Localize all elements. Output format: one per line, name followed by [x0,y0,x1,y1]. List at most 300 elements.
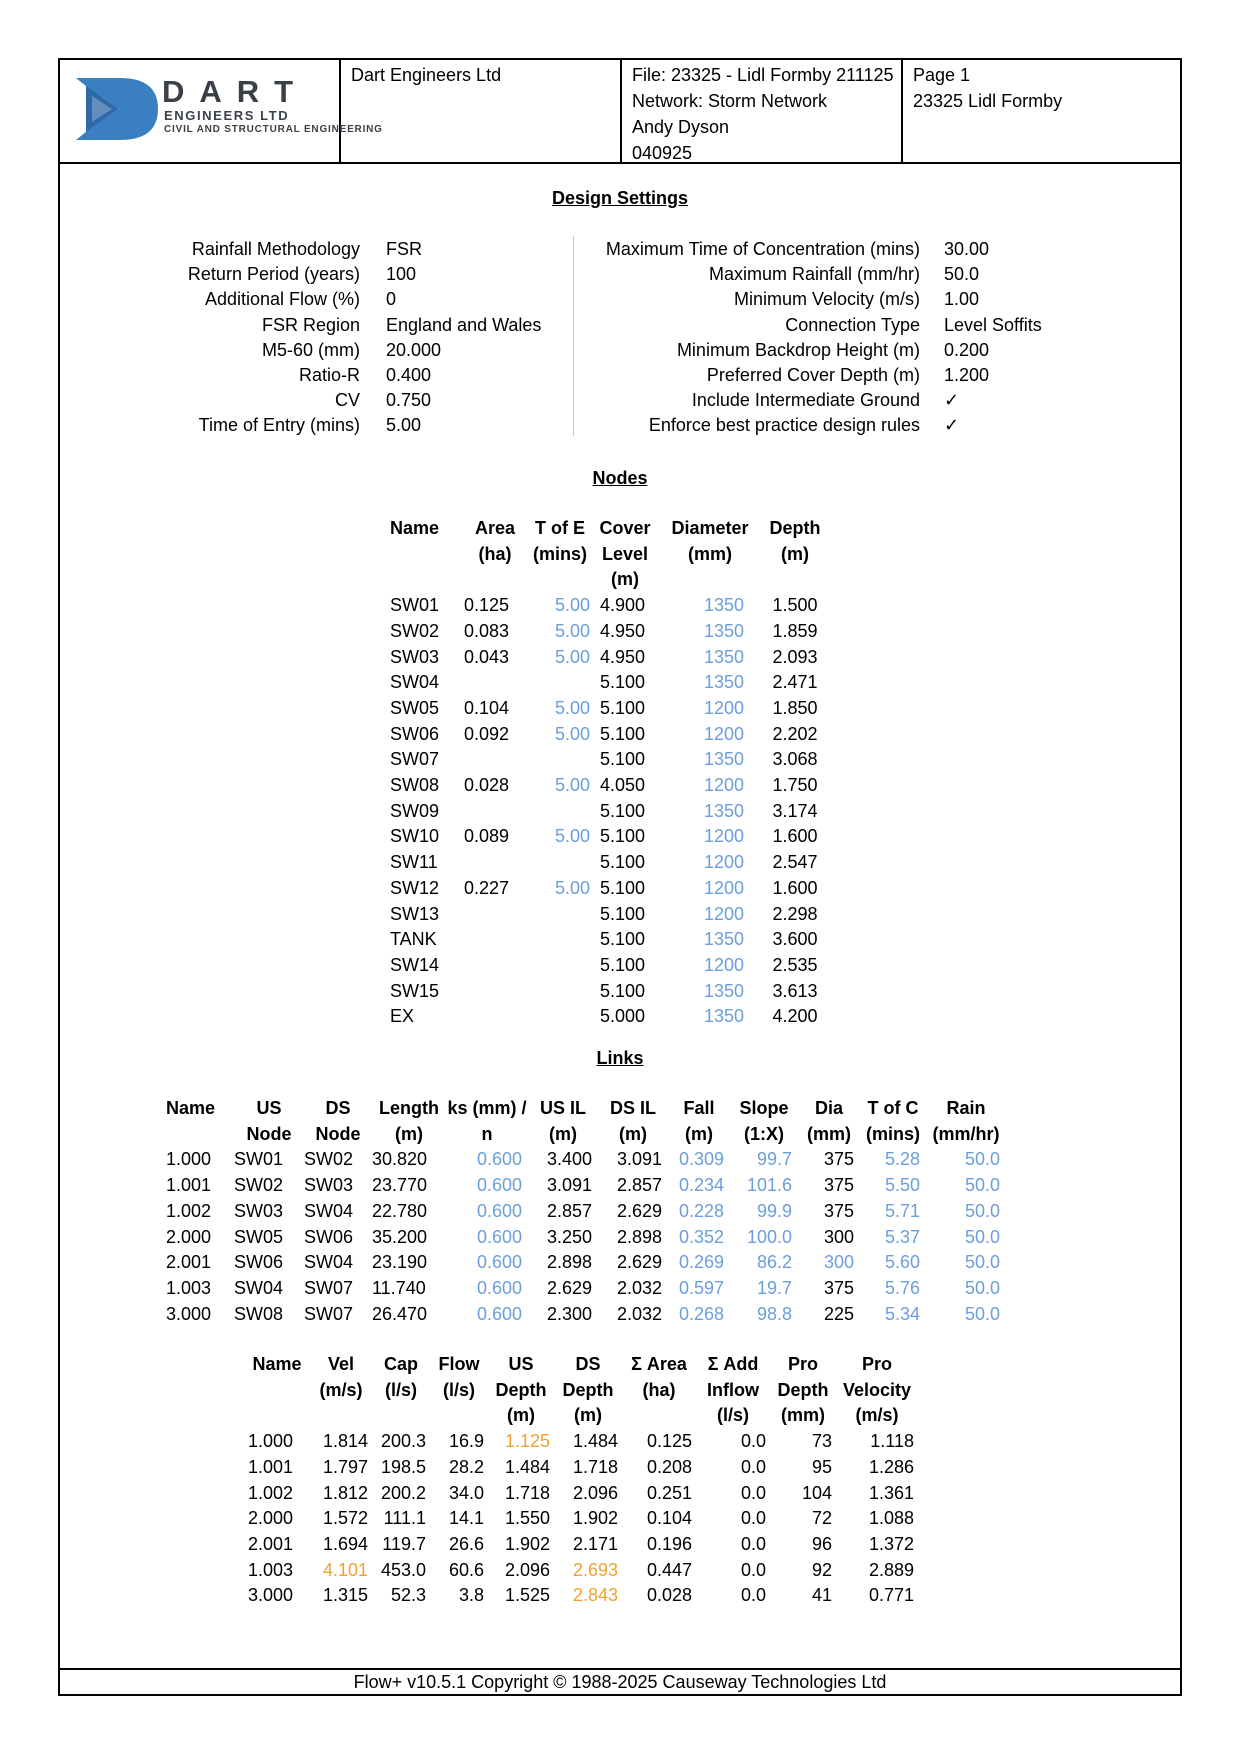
node-cell [460,953,530,979]
flow-cell: 52.3 [390,1585,426,1606]
column-header: Depth (m) [769,518,821,564]
link-cell: 1.002 [166,1200,212,1221]
page-number: Page 1 [913,65,971,85]
link-cell: 0.352 [678,1226,724,1247]
node-cell: 1.500 [772,595,818,616]
node-cell [530,953,590,979]
flow-cell: 0.0 [740,1456,766,1477]
link-cell: 2.032 [616,1277,662,1298]
column-header: Pro Velocity (m/s) [842,1354,912,1426]
node-cell: 1350 [703,929,744,950]
link-cell: SW07 [304,1277,354,1298]
nodes-title: Nodes [592,468,648,488]
link-cell: 99.9 [756,1200,792,1221]
logo-subtitle: ENGINEERS LTD [164,108,290,123]
node-cell: 4.050 [600,775,646,796]
setting-row-right [60,387,1180,413]
link-cell: SW03 [234,1200,284,1221]
flow-cell: 0.251 [646,1482,692,1503]
node-cell: 0.083 [464,620,510,641]
node-cell: 5.00 [554,826,590,847]
flow-cell: 2.843 [572,1585,618,1606]
setting-value: 5.00 [386,415,422,436]
link-cell: 2.857 [616,1175,662,1196]
node-cell: 2.471 [772,672,818,693]
flow-cell: 41 [811,1585,832,1606]
node-cell [530,979,590,1005]
page-footer: Flow+ v10.5.1 Copyright © 1988-2025 Causeway Technologies Ltd [60,1668,1180,1694]
link-cell: 3.091 [546,1175,592,1196]
node-cell [460,1004,530,1030]
node-row [390,953,830,979]
node-cell [530,747,590,773]
flow-cell: 2.171 [572,1533,618,1554]
flow-cell: 1.814 [322,1431,368,1452]
flow-cell: 0.0 [740,1482,766,1503]
node-row [390,1004,830,1030]
setting-value: 50.0 [944,264,980,285]
node-row [390,593,830,619]
node-cell: 5.100 [600,672,646,693]
column-header: T of C (mins) [866,1098,920,1144]
link-cell: 0.600 [476,1200,522,1221]
link-cell: 5.50 [884,1175,920,1196]
link-cell: 3.091 [616,1149,662,1170]
setting-label: FSR Region [261,314,360,335]
flows-table [244,1352,918,1609]
node-cell: 0.028 [464,775,510,796]
node-cell: 5.100 [600,980,646,1001]
link-cell: 5.37 [884,1226,920,1247]
node-cell: 1350 [703,1006,744,1027]
node-cell: 5.00 [554,595,590,616]
node-cell: 1.600 [772,877,818,898]
link-cell: 0.228 [678,1200,724,1221]
link-cell: 0.600 [476,1149,522,1170]
setting-label: Return Period (years) [187,264,360,285]
flow-cell: 200.3 [380,1431,426,1452]
node-cell: 1200 [703,826,744,847]
project-name: 23325 Lidl Formby [913,91,1063,111]
setting-value: 0 [386,289,397,310]
setting-value: 0.400 [386,365,432,385]
flow-cell: 4.101 [322,1559,368,1580]
node-cell: 1350 [703,980,744,1001]
node-cell: 0.043 [464,646,510,667]
setting-label: M5-60 (mm) [262,339,360,360]
node-cell: 3.068 [772,749,818,770]
node-cell: 2.298 [772,903,818,924]
node-cell: 5.00 [554,697,590,718]
link-cell: SW01 [234,1149,284,1170]
node-cell: 5.100 [600,877,646,898]
company-name: Dart Engineers Ltd [351,65,502,85]
node-cell: 5.100 [600,852,646,873]
node-cell: 1350 [703,672,744,693]
node-cell: 4.900 [600,595,646,616]
column-header: DS Depth (m) [562,1354,614,1426]
header-row [244,1352,918,1429]
setting-value: 100 [386,264,417,285]
setting-value: FSR [386,239,422,259]
node-cell: 4.950 [600,620,646,641]
flow-cell: 1.902 [504,1533,550,1554]
node-cell: 1200 [703,903,744,924]
node-cell [530,670,590,696]
flow-cell: 28.2 [448,1456,484,1477]
flow-cell: 0.125 [646,1431,692,1452]
link-cell: 5.60 [884,1252,920,1273]
node-cell: 1350 [703,595,744,616]
link-cell: 0.600 [476,1252,522,1273]
setting-label: Time of Entry (mins) [198,415,360,436]
link-cell: 2.857 [546,1200,592,1221]
column-header: Σ Add Inflow (l/s) [707,1354,759,1426]
node-cell: 3.174 [772,800,818,821]
node-cell: 5.000 [600,1006,646,1027]
link-cell: 1.003 [166,1277,212,1298]
flow-cell: 200.2 [380,1482,426,1503]
link-cell: 50.0 [964,1277,1000,1298]
setting-label: Enforce best practice design rules [648,415,920,436]
node-cell: SW14 [390,954,440,975]
flow-cell: 1.001 [248,1456,294,1477]
setting-row-right [60,312,1180,338]
link-cell: 300 [823,1252,854,1273]
node-cell: 1350 [703,646,744,667]
node-cell [460,902,530,928]
network-line: Network: Storm Network [632,91,828,111]
link-cell: 225 [823,1303,854,1324]
flow-cell: 1.797 [322,1456,368,1477]
link-cell: 19.7 [756,1277,792,1298]
company-cell [341,60,622,162]
column-header: US IL (m) [539,1098,586,1144]
link-cell: 0.600 [476,1175,522,1196]
flow-cell: 2.096 [572,1482,618,1503]
column-header: Name [166,1098,216,1118]
setting-row-right [60,286,1180,312]
link-cell: 50.0 [964,1252,1000,1273]
flow-cell: 198.5 [380,1456,426,1477]
link-cell: SW04 [234,1277,284,1298]
flow-cell: 0.0 [740,1559,766,1580]
node-cell: 1.850 [772,697,818,718]
node-cell: 5.100 [600,903,646,924]
setting-value: 30.00 [944,239,990,259]
link-row [166,1276,1006,1302]
link-cell: 0.234 [678,1175,724,1196]
setting-value: 20.000 [386,339,442,360]
flow-cell: 1.002 [248,1482,294,1503]
link-cell: 300 [823,1226,854,1247]
link-cell: 2.629 [616,1200,662,1221]
setting-row-right [60,337,1180,363]
link-cell: 0.309 [678,1149,724,1170]
setting-value: ✓ [944,415,960,436]
column-header: Flow (l/s) [438,1354,480,1400]
node-row [390,799,830,825]
link-cell: 2.000 [166,1226,212,1247]
link-row [166,1250,1006,1276]
node-cell [530,850,590,876]
flow-row [244,1558,918,1584]
node-cell: SW12 [390,877,440,898]
node-cell: 4.950 [600,646,646,667]
link-cell: 5.34 [884,1303,920,1324]
link-cell: SW03 [304,1175,354,1196]
flow-cell: 0.0 [740,1431,766,1452]
link-cell: 1.000 [166,1149,212,1170]
link-cell: SW06 [234,1252,284,1273]
file-info-cell [622,60,903,162]
node-cell [530,799,590,825]
flow-cell: 1.718 [572,1456,618,1477]
column-header: Dia (mm) [807,1098,851,1144]
link-cell: 5.76 [884,1277,920,1298]
node-cell [460,850,530,876]
dart-logo-icon [74,74,160,144]
link-cell: SW02 [304,1149,354,1170]
flow-cell: 1.118 [870,1431,914,1452]
flow-row [244,1532,918,1558]
setting-value: England and Wales [386,314,542,335]
links-title: Links [596,1048,644,1068]
flow-cell: 1.484 [504,1456,550,1477]
column-header: Name [252,1354,302,1374]
flow-cell: 1.550 [504,1508,550,1529]
link-cell: 30.820 [372,1149,428,1170]
node-cell: TANK [390,929,437,950]
link-cell: 50.0 [964,1303,1000,1324]
link-row [166,1302,1006,1328]
link-cell: 50.0 [964,1149,1000,1170]
flow-cell: 1.125 [504,1431,550,1452]
node-cell [460,979,530,1005]
setting-value: 1.00 [944,289,980,310]
column-header: Pro Depth (mm) [777,1354,829,1426]
header-row [390,516,830,593]
column-header: Rain (mm/hr) [932,1098,1000,1144]
node-row [390,670,830,696]
flow-cell: 92 [811,1559,832,1580]
node-cell: 5.00 [554,646,590,667]
node-cell: SW11 [390,852,438,873]
link-cell: 2.898 [546,1252,592,1273]
node-cell: 1200 [703,723,744,744]
node-cell [460,799,530,825]
node-row [390,824,830,850]
flow-cell: 2.693 [572,1559,618,1580]
column-header: Slope (1:X) [739,1098,789,1144]
node-cell: 5.00 [554,620,590,641]
node-cell: 1350 [703,620,744,641]
flow-cell: 2.096 [504,1559,550,1580]
column-header: T of E (mins) [533,518,587,564]
link-cell: 2.898 [616,1226,662,1247]
flow-row [244,1455,918,1481]
setting-label: Minimum Backdrop Height (m) [676,339,920,360]
link-cell: 0.268 [678,1303,724,1324]
setting-value: 1.200 [944,365,990,385]
link-cell: 26.470 [372,1303,428,1324]
link-row [166,1225,1006,1251]
flow-cell: 111.1 [383,1508,426,1529]
setting-label: Rainfall Methodology [191,239,360,259]
flow-cell: 0.104 [646,1508,692,1529]
flow-cell: 26.6 [448,1533,484,1554]
node-row [390,850,830,876]
node-row [390,902,830,928]
node-cell: SW09 [390,800,440,821]
flow-cell: 3.8 [458,1585,484,1606]
link-cell: 23.190 [372,1252,428,1273]
design-settings-title: Design Settings [551,188,689,208]
node-cell: 2.093 [772,646,818,667]
flow-cell: 2.000 [248,1508,294,1529]
node-row [390,722,830,748]
flow-cell: 1.088 [868,1508,914,1529]
node-cell: 0.227 [464,877,510,898]
node-cell: 0.089 [464,826,510,847]
column-header: Name [390,518,440,538]
node-cell: 1200 [703,954,744,975]
node-cell: 2.202 [772,723,818,744]
flow-cell: 1.718 [504,1482,550,1503]
setting-label: Maximum Time of Concentration (mins) [605,239,920,259]
node-row [390,927,830,953]
flow-cell: 1.484 [572,1431,618,1452]
node-cell: 5.100 [600,800,646,821]
setting-value: 0.200 [944,339,990,360]
flow-cell: 0.208 [646,1456,692,1477]
node-row [390,645,830,671]
link-cell: 2.300 [546,1303,592,1324]
column-header: Area (ha) [474,518,516,564]
column-header: Fall (m) [683,1098,715,1144]
node-cell: SW01 [390,595,440,616]
link-cell: 5.71 [884,1200,920,1221]
link-cell: 375 [823,1200,854,1221]
node-cell [530,927,590,953]
flow-cell: 95 [811,1456,832,1477]
link-cell: SW04 [304,1200,354,1221]
node-cell: SW04 [390,672,440,693]
link-cell: 98.8 [756,1303,792,1324]
flow-cell: 1.812 [322,1482,368,1503]
link-row [166,1147,1006,1173]
setting-value: ✓ [944,390,960,411]
link-cell: 1.001 [166,1175,212,1196]
link-cell: 0.269 [678,1252,724,1273]
node-cell: 5.100 [600,749,646,770]
flow-cell: 1.572 [322,1508,368,1529]
link-cell: 375 [823,1277,854,1298]
link-cell: 375 [823,1175,854,1196]
flow-cell: 16.9 [448,1431,484,1452]
nodes-table [390,516,830,1030]
node-cell [530,1004,590,1030]
node-cell: 2.535 [772,954,818,975]
flow-cell: 0.447 [646,1559,692,1580]
node-cell: SW07 [390,749,440,770]
node-cell: 1.859 [772,620,818,641]
flow-cell: 0.196 [646,1533,692,1554]
header-row [166,1096,1006,1147]
column-header: Σ Area (ha) [631,1354,687,1400]
flow-cell: 0.0 [740,1585,766,1606]
node-cell: 1.600 [772,826,818,847]
node-cell: SW10 [390,826,440,847]
flow-cell: 34.0 [448,1482,484,1503]
date-code: 040925 [632,143,693,163]
link-cell: 86.2 [756,1252,792,1273]
flow-cell: 104 [801,1482,832,1503]
link-cell: 0.597 [678,1277,724,1298]
link-cell: 50.0 [964,1200,1000,1221]
flow-cell: 73 [811,1431,832,1452]
flow-cell: 2.001 [248,1533,294,1554]
column-header: Length (m) [379,1098,439,1144]
link-cell: 2.629 [546,1277,592,1298]
logo-cell [60,60,383,162]
flow-cell: 1.525 [504,1585,550,1606]
setting-row-right [60,362,1180,388]
links-table [166,1096,1006,1327]
node-cell: 1200 [703,877,744,898]
file-line: File: 23325 - Lidl Formby 211125 [632,65,894,85]
node-row [390,747,830,773]
node-cell: 1200 [703,775,744,796]
link-cell: 2.629 [616,1252,662,1273]
setting-row-right [60,261,1180,287]
page-info-cell [903,60,1182,162]
link-cell: 0.600 [476,1303,522,1324]
flow-cell: 3.000 [248,1585,294,1606]
setting-label: Include Intermediate Ground [691,390,920,411]
flow-cell: 1.902 [572,1508,618,1529]
setting-row-right [60,236,1180,262]
node-cell: SW15 [390,980,440,1001]
link-cell: SW02 [234,1175,284,1196]
node-row [390,696,830,722]
page-frame [58,58,1182,1696]
link-cell: 0.600 [476,1277,522,1298]
link-cell: 375 [823,1149,854,1170]
flow-cell: 72 [811,1508,832,1529]
node-cell: SW13 [390,903,440,924]
node-cell: 5.100 [600,929,646,950]
node-cell: SW08 [390,775,440,796]
setting-label: CV [334,390,360,411]
flow-cell: 60.6 [448,1559,484,1580]
node-cell: 2.547 [772,852,818,873]
node-cell [530,902,590,928]
node-cell: SW05 [390,697,440,718]
setting-label: Maximum Rainfall (mm/hr) [708,264,920,285]
setting-label: Minimum Velocity (m/s) [733,289,920,310]
setting-value: Level Soffits [944,314,1042,335]
setting-label: Preferred Cover Depth (m) [706,365,920,385]
node-cell [460,747,530,773]
flow-row [244,1481,918,1507]
node-cell: 5.100 [600,697,646,718]
dart-logo [74,74,383,146]
node-cell: 5.100 [600,954,646,975]
flow-cell: 0.028 [646,1585,692,1606]
flow-cell: 119.7 [382,1533,426,1554]
node-cell [460,670,530,696]
